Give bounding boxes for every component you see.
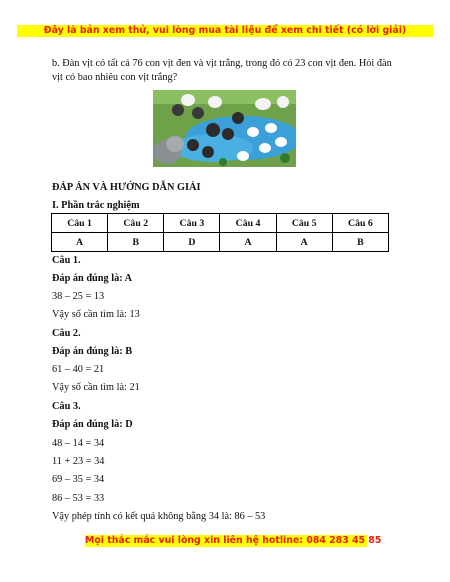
question-2-calc: 61 – 40 = 21 bbox=[52, 364, 105, 375]
table-header-cell: Câu 4 bbox=[220, 214, 276, 233]
table-header-row bbox=[52, 214, 389, 233]
table-header-cell: Câu 1 bbox=[52, 214, 108, 233]
table-answer-cell: A bbox=[52, 233, 108, 252]
table-header-cell: Câu 6 bbox=[332, 214, 388, 233]
table-answer-row bbox=[52, 233, 389, 252]
table-answer-cell: B bbox=[108, 233, 164, 252]
answer-heading: ĐÁP ÁN VÀ HƯỚNG DẪN GIẢI bbox=[52, 182, 201, 193]
question-1-label: Câu 1. bbox=[52, 255, 81, 266]
question-3-answer: Đáp án đúng là: D bbox=[52, 419, 133, 430]
answer-table bbox=[51, 213, 389, 252]
question-3-calc-3: 69 – 35 = 34 bbox=[52, 474, 105, 485]
question-2-label: Câu 2. bbox=[52, 328, 81, 339]
question-3-conclusion: Vậy phép tính có kết quả không bằng 34 là: 86 – 53 bbox=[52, 511, 266, 522]
table-answer-cell: B bbox=[332, 233, 388, 252]
duck-pond-illustration bbox=[153, 90, 296, 167]
table-header-cell: Câu 2 bbox=[108, 214, 164, 233]
table-answer-cell: A bbox=[276, 233, 332, 252]
question-b-line-1: b. Đàn vịt có tất cả 76 con vịt đen và vịt trắng, trong đó có 23 con vịt đen. Hỏi đàn bbox=[52, 58, 392, 69]
question-b-line-2: vịt có bao nhiêu con vịt trắng? bbox=[52, 72, 178, 83]
table-header-cell: Câu 3 bbox=[164, 214, 220, 233]
question-1-conclusion: Vậy số cần tìm là: 13 bbox=[52, 309, 140, 320]
section-heading: I. Phần trắc nghiệm bbox=[52, 200, 140, 211]
question-1-answer: Đáp án đúng là: A bbox=[52, 273, 133, 284]
table-answer-cell: A bbox=[220, 233, 276, 252]
hotline-banner: Mọi thắc mắc vui lòng xin liên hệ hotline: 084 283 45 85 bbox=[85, 535, 382, 546]
preview-banner: Đây là bản xem thử, vui lòng mua tài liệu để xem chi tiết (có lời giải) bbox=[17, 25, 433, 37]
question-3-label: Câu 3. bbox=[52, 401, 81, 412]
question-2-answer: Đáp án đúng là: B bbox=[52, 346, 133, 357]
table-header-cell: Câu 5 bbox=[276, 214, 332, 233]
question-3-calc-4: 86 – 53 = 33 bbox=[52, 493, 105, 504]
question-2-conclusion: Vậy số cần tìm là: 21 bbox=[52, 382, 140, 393]
question-1-calc: 38 – 25 = 13 bbox=[52, 291, 105, 302]
question-3-calc-1: 48 – 14 = 34 bbox=[52, 438, 105, 449]
question-3-calc-2: 11 + 23 = 34 bbox=[52, 456, 105, 467]
table-answer-cell: D bbox=[164, 233, 220, 252]
